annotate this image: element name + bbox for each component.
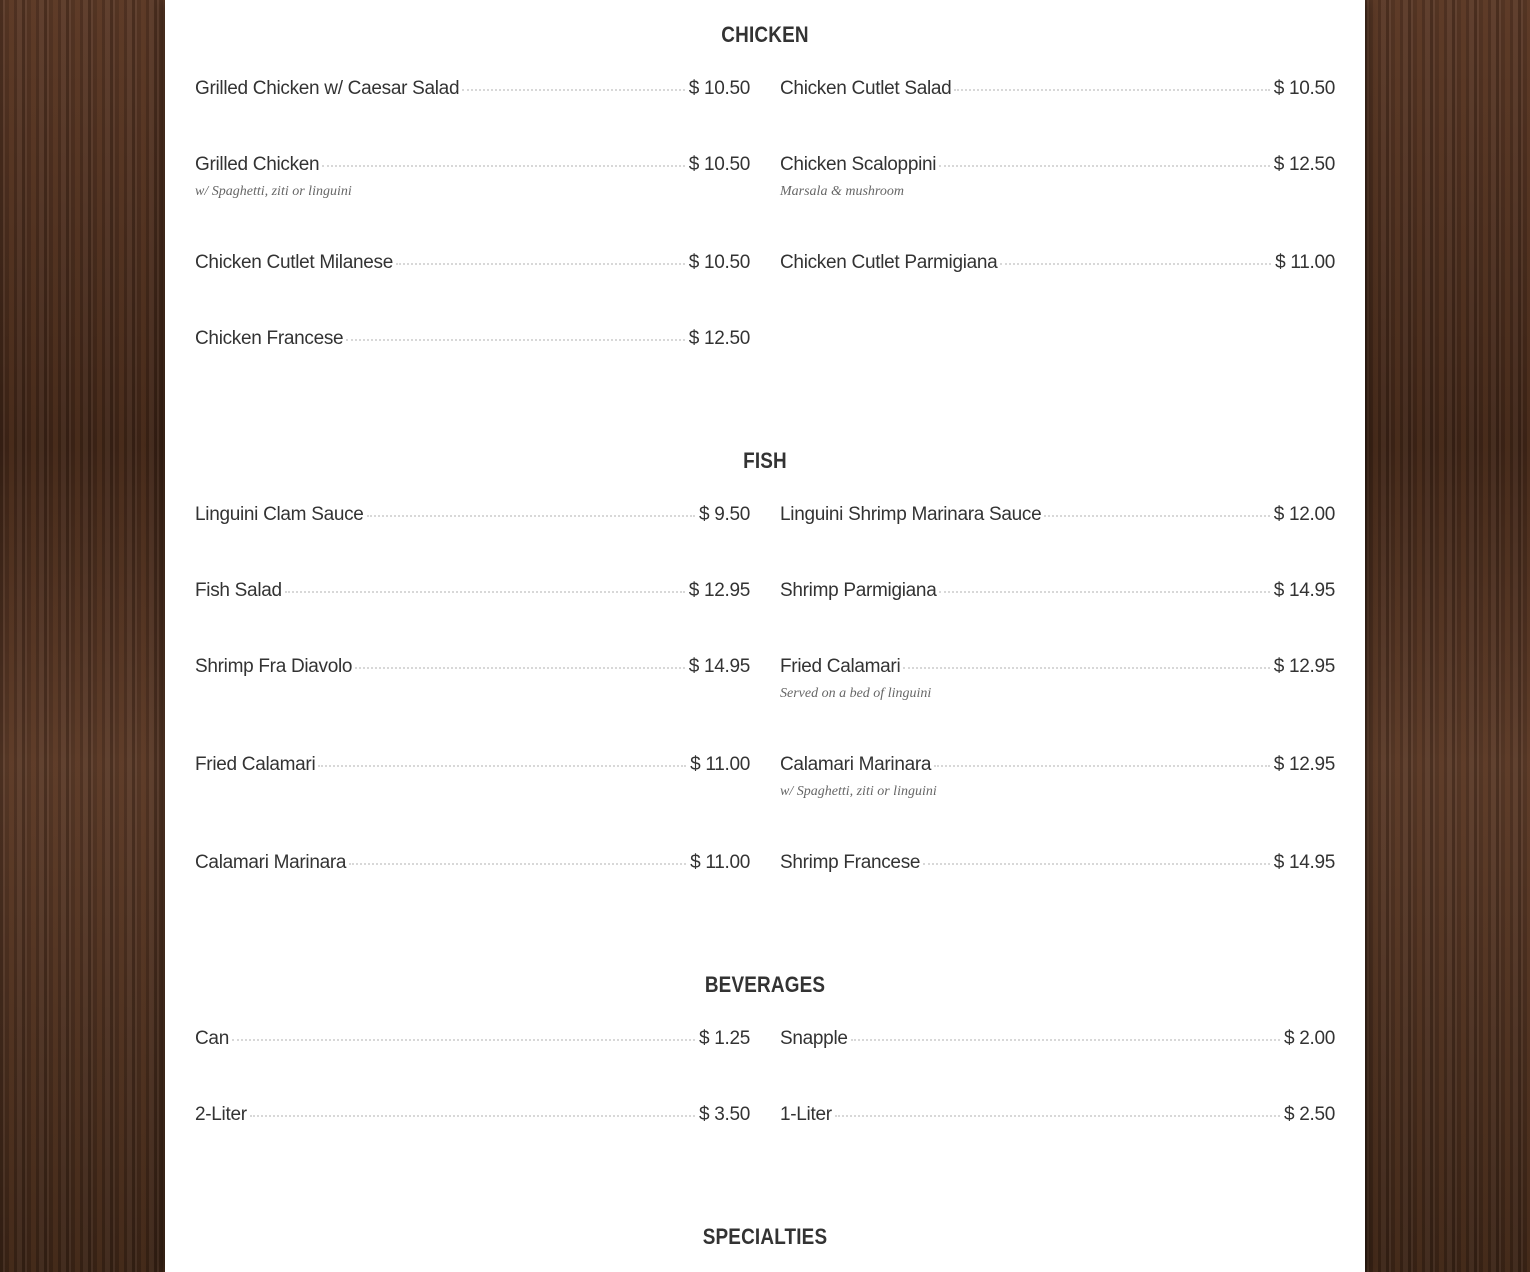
item-price: $ 12.95 [1273,656,1335,677]
menu-item [195,754,750,784]
item-name: Chicken Cutlet Salad [780,78,952,99]
item-name: 2-Liter [195,1104,247,1125]
item-price: $ 10.50 [1273,78,1335,99]
menu-item [780,754,1335,799]
menu-item [195,328,750,358]
item-name: Fried Calamari [780,656,901,677]
item-name: Shrimp Parmigiana [780,580,937,601]
item-price: $ 1.25 [698,1028,750,1049]
dot-leader [285,591,685,593]
item-name: Shrimp Fra Diavolo [195,656,353,677]
item-price: $ 2.50 [1283,1104,1335,1125]
dot-leader [939,165,1270,167]
menu-item [780,1028,1335,1058]
item-price: $ 10.50 [688,154,750,175]
item-price: $ 14.95 [1273,580,1335,601]
dot-leader [954,89,1269,91]
item-name: Calamari Marinara [780,754,932,775]
item-price: $ 12.95 [688,580,750,601]
dot-leader [232,1039,695,1041]
menu-item [780,504,1335,534]
section-title: CHICKEN [721,22,809,47]
item-name: Chicken Scaloppini [780,154,937,175]
menu-item [780,1104,1335,1134]
menu-item [195,504,750,534]
menu-item [780,580,1335,610]
dot-leader [396,263,685,265]
dot-leader [355,667,684,669]
menu-item [780,656,1335,701]
section-title: BEVERAGES [704,972,826,997]
dot-leader [835,1115,1280,1117]
item-price: $ 12.95 [1273,754,1335,775]
menu-item [780,252,1335,282]
dot-leader [903,667,1269,669]
item-price: $ 12.00 [1273,504,1335,525]
item-price: $ 10.50 [688,252,750,273]
dot-leader [462,89,684,91]
item-name: Fish Salad [195,580,282,601]
menu-item [780,852,1335,882]
item-price: $ 10.50 [688,78,750,99]
item-price: $ 3.50 [698,1104,750,1125]
menu-item [195,1028,750,1058]
item-name: Shrimp Francese [780,852,921,873]
dot-leader [851,1039,1280,1041]
menu-item [195,252,750,282]
item-name: Linguini Clam Sauce [195,504,364,525]
dot-leader [934,765,1270,767]
wood-background-right [1365,0,1530,1272]
item-name: Calamari Marinara [195,852,347,873]
item-description: w/ Spaghetti, ziti or linguini [195,184,352,199]
item-price: $ 12.50 [688,328,750,349]
item-description: Marsala & mushroom [780,184,904,199]
item-name: Snapple [780,1028,848,1049]
section-title: SPECIALTIES [702,1224,828,1249]
item-description: Served on a bed of linguini [780,686,932,701]
menu-item [780,78,1335,108]
item-name: Can [195,1028,229,1049]
item-price: $ 11.00 [1275,252,1335,273]
dot-leader [318,765,686,767]
item-name: Grilled Chicken w/ Caesar Salad [195,78,460,99]
section-title: FISH [743,448,787,473]
dot-leader [939,591,1269,593]
dot-leader [346,339,684,341]
dot-leader [250,1115,695,1117]
menu-item [195,154,750,199]
item-name: Fried Calamari [195,754,316,775]
item-name: 1-Liter [780,1104,832,1125]
item-price: $ 12.50 [1273,154,1335,175]
wood-background-left [0,0,165,1272]
item-price: $ 9.50 [698,504,750,525]
item-price: $ 11.00 [690,754,750,775]
item-price: $ 14.95 [688,656,750,677]
dot-leader [1000,263,1271,265]
item-name: Grilled Chicken [195,154,320,175]
menu-item [780,154,1335,199]
dot-leader [1044,515,1269,517]
item-price: $ 14.95 [1273,852,1335,873]
dot-leader [923,863,1270,865]
dot-leader [349,863,686,865]
menu-item [195,78,750,108]
item-description: w/ Spaghetti, ziti or linguini [780,784,937,799]
item-price: $ 11.00 [690,852,750,873]
item-price: $ 2.00 [1283,1028,1335,1049]
dot-leader [367,515,695,517]
dot-leader [322,165,684,167]
item-name: Linguini Shrimp Marinara Sauce [780,504,1042,525]
menu-item [195,580,750,610]
item-name: Chicken Francese [195,328,344,349]
menu-item [195,1104,750,1134]
menu-item [195,656,750,686]
item-name: Chicken Cutlet Milanese [195,252,393,273]
menu-item [195,852,750,882]
menu-page [165,0,1365,1272]
item-name: Chicken Cutlet Parmigiana [780,252,998,273]
